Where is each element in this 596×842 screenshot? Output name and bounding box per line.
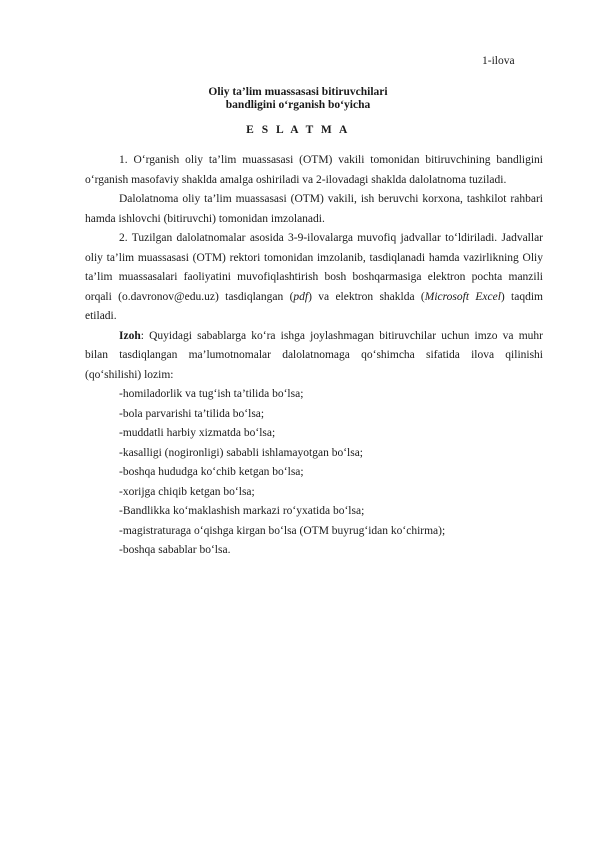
title-line-2: bandligini o‘rganish bo‘yicha bbox=[225, 99, 371, 111]
pdf-term: pdf bbox=[293, 290, 309, 303]
note-label: Izoh bbox=[119, 329, 141, 342]
note-text: : Quyidagi sabablarga ko‘ra ishga joylashmagan bitiruvchilar uchun imzo va muhr bilan tasdiqlangan ma’lumotnomalar dalolatnomaga qo‘shimcha sifatida ilova qilinishi (qo‘shilishi) lozim: bbox=[85, 329, 543, 381]
list-item: -boshqa hududga ko‘chib ketgan bo‘lsa; bbox=[119, 466, 304, 478]
list-item: -magistraturaga o‘qishga kirgan bo‘lsa (OTM buyrug‘idan ko‘chirma); bbox=[119, 524, 446, 537]
list-item: -Bandlikka ko‘maklashish markazi ro‘yxatida bo‘lsa; bbox=[119, 505, 365, 517]
list-item: -boshqa sabablar bo‘lsa. bbox=[119, 544, 231, 556]
reasons-list bbox=[85, 385, 543, 561]
excel-term: Microsoft Excel bbox=[424, 290, 501, 303]
list-item: -kasalligi (nogironligi) sababli ishlamayotgan bo‘lsa; bbox=[119, 446, 364, 459]
document-title bbox=[0, 86, 596, 112]
paragraph-2: Dalolatnoma oliy ta’lim muassasasi (OTM) vakili, ish beruvchi korxona, tashkilot rahbari hamda ishlovchi (bitiruvchi) tomonidan imzolanadi. bbox=[85, 193, 543, 225]
list-item: -xorijga chiqib ketgan bo‘lsa; bbox=[119, 485, 255, 498]
list-item: -muddatli harbiy xizmatda bo‘lsa; bbox=[119, 427, 276, 439]
document-body bbox=[85, 151, 543, 561]
note-paragraph bbox=[85, 327, 543, 386]
paragraph-3-text-a: 2. Tuzilgan dalolatnomalar asosida 3-9-ilovalarga muvofiq jadvallar to‘ldiriladi. Jadvallar oliy ta’lim muassasasi (OTM) rektori tomonidan imzolanib, tasdiqlanadi hamda vazirlikning Oliy ta’lim muassasalari faoliyatini muvofiqlashtirish bosh boshqarmasiga elektron pochta manzili orqali (o.davronov@edu.uz) tasdiqlangan ( bbox=[85, 232, 543, 303]
section-heading: E S L A T M A bbox=[246, 124, 350, 136]
paragraph-3 bbox=[85, 229, 543, 327]
annex-label: 1-ilova bbox=[482, 55, 515, 67]
list-item: -homiladorlik va tug‘ish ta’tilida bo‘lsa; bbox=[119, 388, 304, 400]
paragraph-3-text-c: ) taqdim etiladi. bbox=[85, 290, 544, 322]
title-line-1: Oliy ta’lim muassasasi bitiruvchilari bbox=[208, 86, 388, 98]
paragraph-3-text-b: ) va elektron shaklda ( bbox=[308, 290, 425, 303]
paragraph-1: 1. O‘rganish oliy ta’lim muassasasi (OTM) vakili tomonidan bitiruvchining bandligini o‘rganish masofaviy shaklda amalga oshiriladi va 2-ilovadagi shaklda dalolatnoma tuziladi. bbox=[85, 154, 543, 186]
list-item: -bola parvarishi ta’tilida bo‘lsa; bbox=[119, 407, 265, 420]
